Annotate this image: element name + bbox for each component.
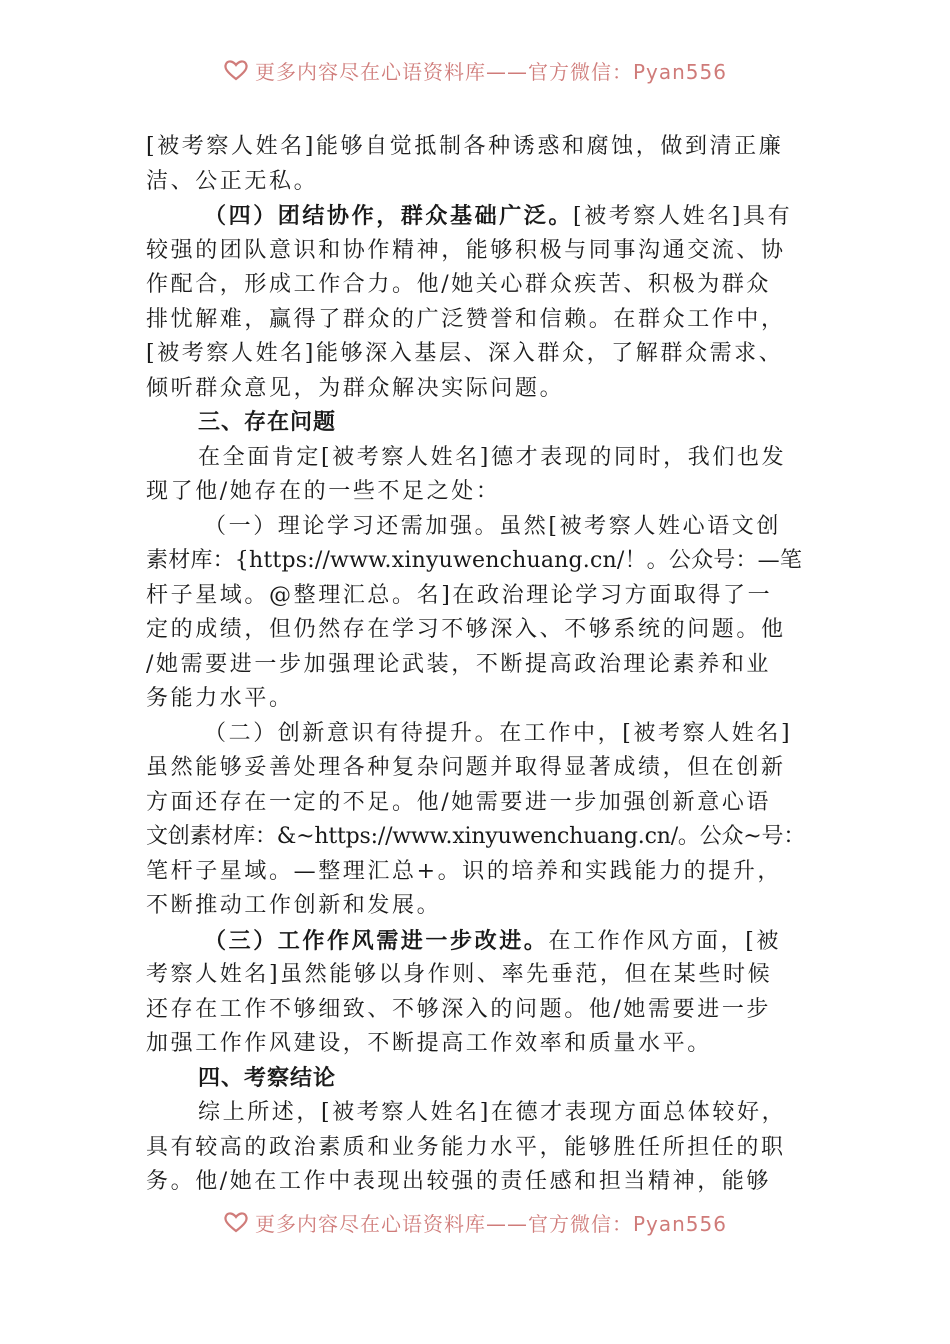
watermark-text: 更多内容尽在心语资料库——官方微信：Pyan556 bbox=[254, 59, 727, 84]
footer-watermark bbox=[0, 1208, 950, 1236]
text-line: （二）创新意识有待提升。在工作中，[被考察人姓名] bbox=[204, 720, 793, 746]
text-line: 笔杆子星域。—整理汇总+。识的培养和实践能力的提升， bbox=[146, 858, 783, 884]
text-line: 务。他/她在工作中表现出较强的责任感和担当精神，能够 bbox=[146, 1169, 772, 1194]
text-line bbox=[146, 199, 810, 234]
text-line: 作配合，形成工作合力。他/她关心群众疾苦、积极为群众 bbox=[146, 272, 772, 297]
text-line: 还存在工作不够细致、不够深入的问题。他/她需要进一步 bbox=[146, 996, 772, 1022]
text-line: 倾听群众意见，为群众解决实际问题。 bbox=[146, 375, 565, 401]
text-line: 务能力水平。 bbox=[146, 686, 294, 711]
heart-logo-icon bbox=[223, 1211, 249, 1233]
text-line: 综上所述，[被考察人姓名]在德才表现方面总体较好， bbox=[198, 1100, 787, 1125]
header-watermark bbox=[0, 56, 950, 84]
text-line: 杆子星域。@整理汇总。名]在政治理论学习方面取得了一 bbox=[146, 582, 773, 608]
text-line: 不断推动工作创新和发展。 bbox=[146, 893, 442, 918]
text-line: [被考察人姓名]能够深入基层、深入群众，了解群众需求、 bbox=[146, 341, 784, 366]
text-line: 虽然能够妥善处理各种复杂问题并取得显著成绩，但在创新 bbox=[146, 755, 786, 780]
document-body bbox=[146, 130, 810, 1200]
text-line: 考察人姓名]虽然能够以身作则、率先垂范，但在某些时候 bbox=[146, 962, 773, 987]
text-line: 排忧解难，赢得了群众的广泛赞誉和信赖。在群众工作中， bbox=[146, 306, 786, 332]
text-line: 在全面肯定[被考察人姓名]德才表现的同时，我们也发 bbox=[198, 444, 787, 470]
text-line: [被考察人姓名]能够自觉抵制各种诱惑和腐蚀，做到清正廉 bbox=[146, 134, 784, 159]
section-heading: 四、考察结论 bbox=[198, 1065, 337, 1091]
text-line: 较强的团队意识和协作精神，能够积极与同事沟通交流、协 bbox=[146, 237, 786, 263]
text-line: 素材库：{https://www.xinyuwenchuang.cn/！。公众号：—笔 bbox=[146, 548, 803, 573]
text-line: 文创素材库：&~https://www.xinyuwenchuang.cn/。公众~号： bbox=[146, 824, 806, 849]
text-span: 在工作作风方面，[被 bbox=[548, 928, 781, 954]
text-line: 具有较高的政治素质和业务能力水平，能够胜任所担任的职 bbox=[146, 1134, 786, 1160]
text-line bbox=[146, 924, 810, 959]
text-line: /她需要进一步加强理论武装，不断提高政治理论素养和业 bbox=[146, 651, 772, 677]
text-line: 定的成绩，但仍然存在学习不够深入、不够系统的问题。他 bbox=[146, 617, 786, 642]
subsection-title: （四）团结协作，群众基础广泛。 bbox=[204, 203, 574, 229]
text-line: 洁、公正无私。 bbox=[146, 168, 319, 194]
text-line: （一）理论学习还需加强。虽然[被考察人姓心语文创 bbox=[204, 513, 781, 539]
text-line: 现了他/她存在的一些不足之处： bbox=[146, 479, 501, 504]
text-line: 加强工作作风建设，不断提高工作效率和质量水平。 bbox=[146, 1031, 712, 1056]
heart-logo-icon bbox=[223, 59, 249, 81]
section-heading: 三、存在问题 bbox=[198, 410, 337, 435]
watermark-text: 更多内容尽在心语资料库——官方微信：Pyan556 bbox=[254, 1211, 727, 1236]
text-line: 方面还存在一定的不足。他/她需要进一步加强创新意心语 bbox=[146, 789, 772, 815]
subsection-title: （三）工作作风需进一步改进。 bbox=[204, 927, 549, 954]
text-span: [被考察人姓名]具有 bbox=[573, 204, 793, 229]
